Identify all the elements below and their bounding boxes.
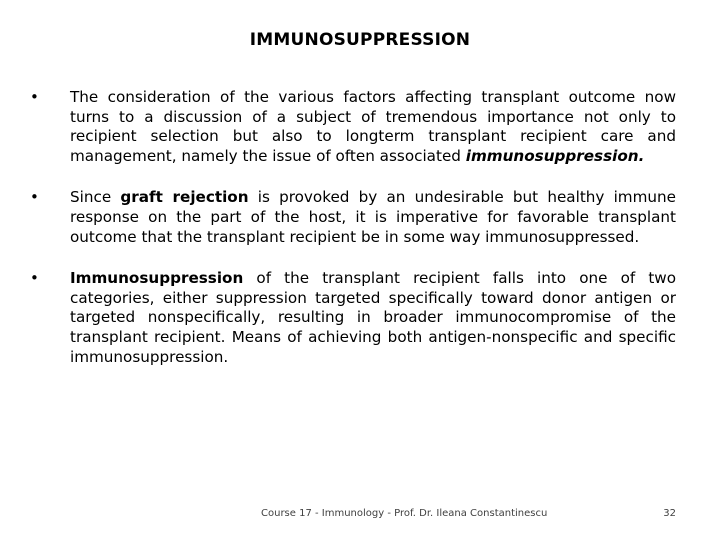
bullet-icon: • <box>30 188 39 207</box>
footer-text: Course 17 - Immunology - Prof. Dr. Ileana Constantinescu <box>261 508 548 519</box>
bullet-list <box>30 88 676 389</box>
slide-footer <box>0 508 720 524</box>
bullet-item <box>30 88 676 166</box>
bullet-item <box>30 188 676 247</box>
bullet-segment: The consideration of the various factors affecting transplant outcome now turns to a discussion of a subject of tremendous importance not only to recipient selection but also to longterm transplant recipient care and management, namely the issue of often associated <box>70 88 676 165</box>
bullet-segment: of the transplant recipient falls into one of two categories, either suppression targeted specifically toward donor antigen or targeted nonspecifically, resulting in broader immunocompromise of the transplant recipient. Means of achieving both antigen-nonspecific and specific immunosuppression. <box>70 269 676 366</box>
bullet-segment-emphasis: Immunosuppression <box>70 269 244 288</box>
bullet-text <box>70 188 676 245</box>
page-number: 32 <box>663 508 676 519</box>
bullet-icon: • <box>30 88 39 106</box>
bullet-segment-emphasis: immunosuppression. <box>465 146 645 165</box>
bullet-segment: is provoked by an undesirable but healthy immune response on the part of the host, it is imperative for favorable transplant outcome that the transplant recipient be in some way immunosuppressed. <box>70 188 676 246</box>
bullet-item <box>30 269 676 367</box>
slide-title: IMMUNOSUPPRESSION <box>249 30 471 50</box>
bullet-segment-emphasis: graft rejection <box>120 188 249 207</box>
bullet-text <box>70 269 676 365</box>
bullet-icon: • <box>30 269 39 288</box>
bullet-segment: Since <box>70 188 121 207</box>
bullet-text <box>70 88 676 165</box>
